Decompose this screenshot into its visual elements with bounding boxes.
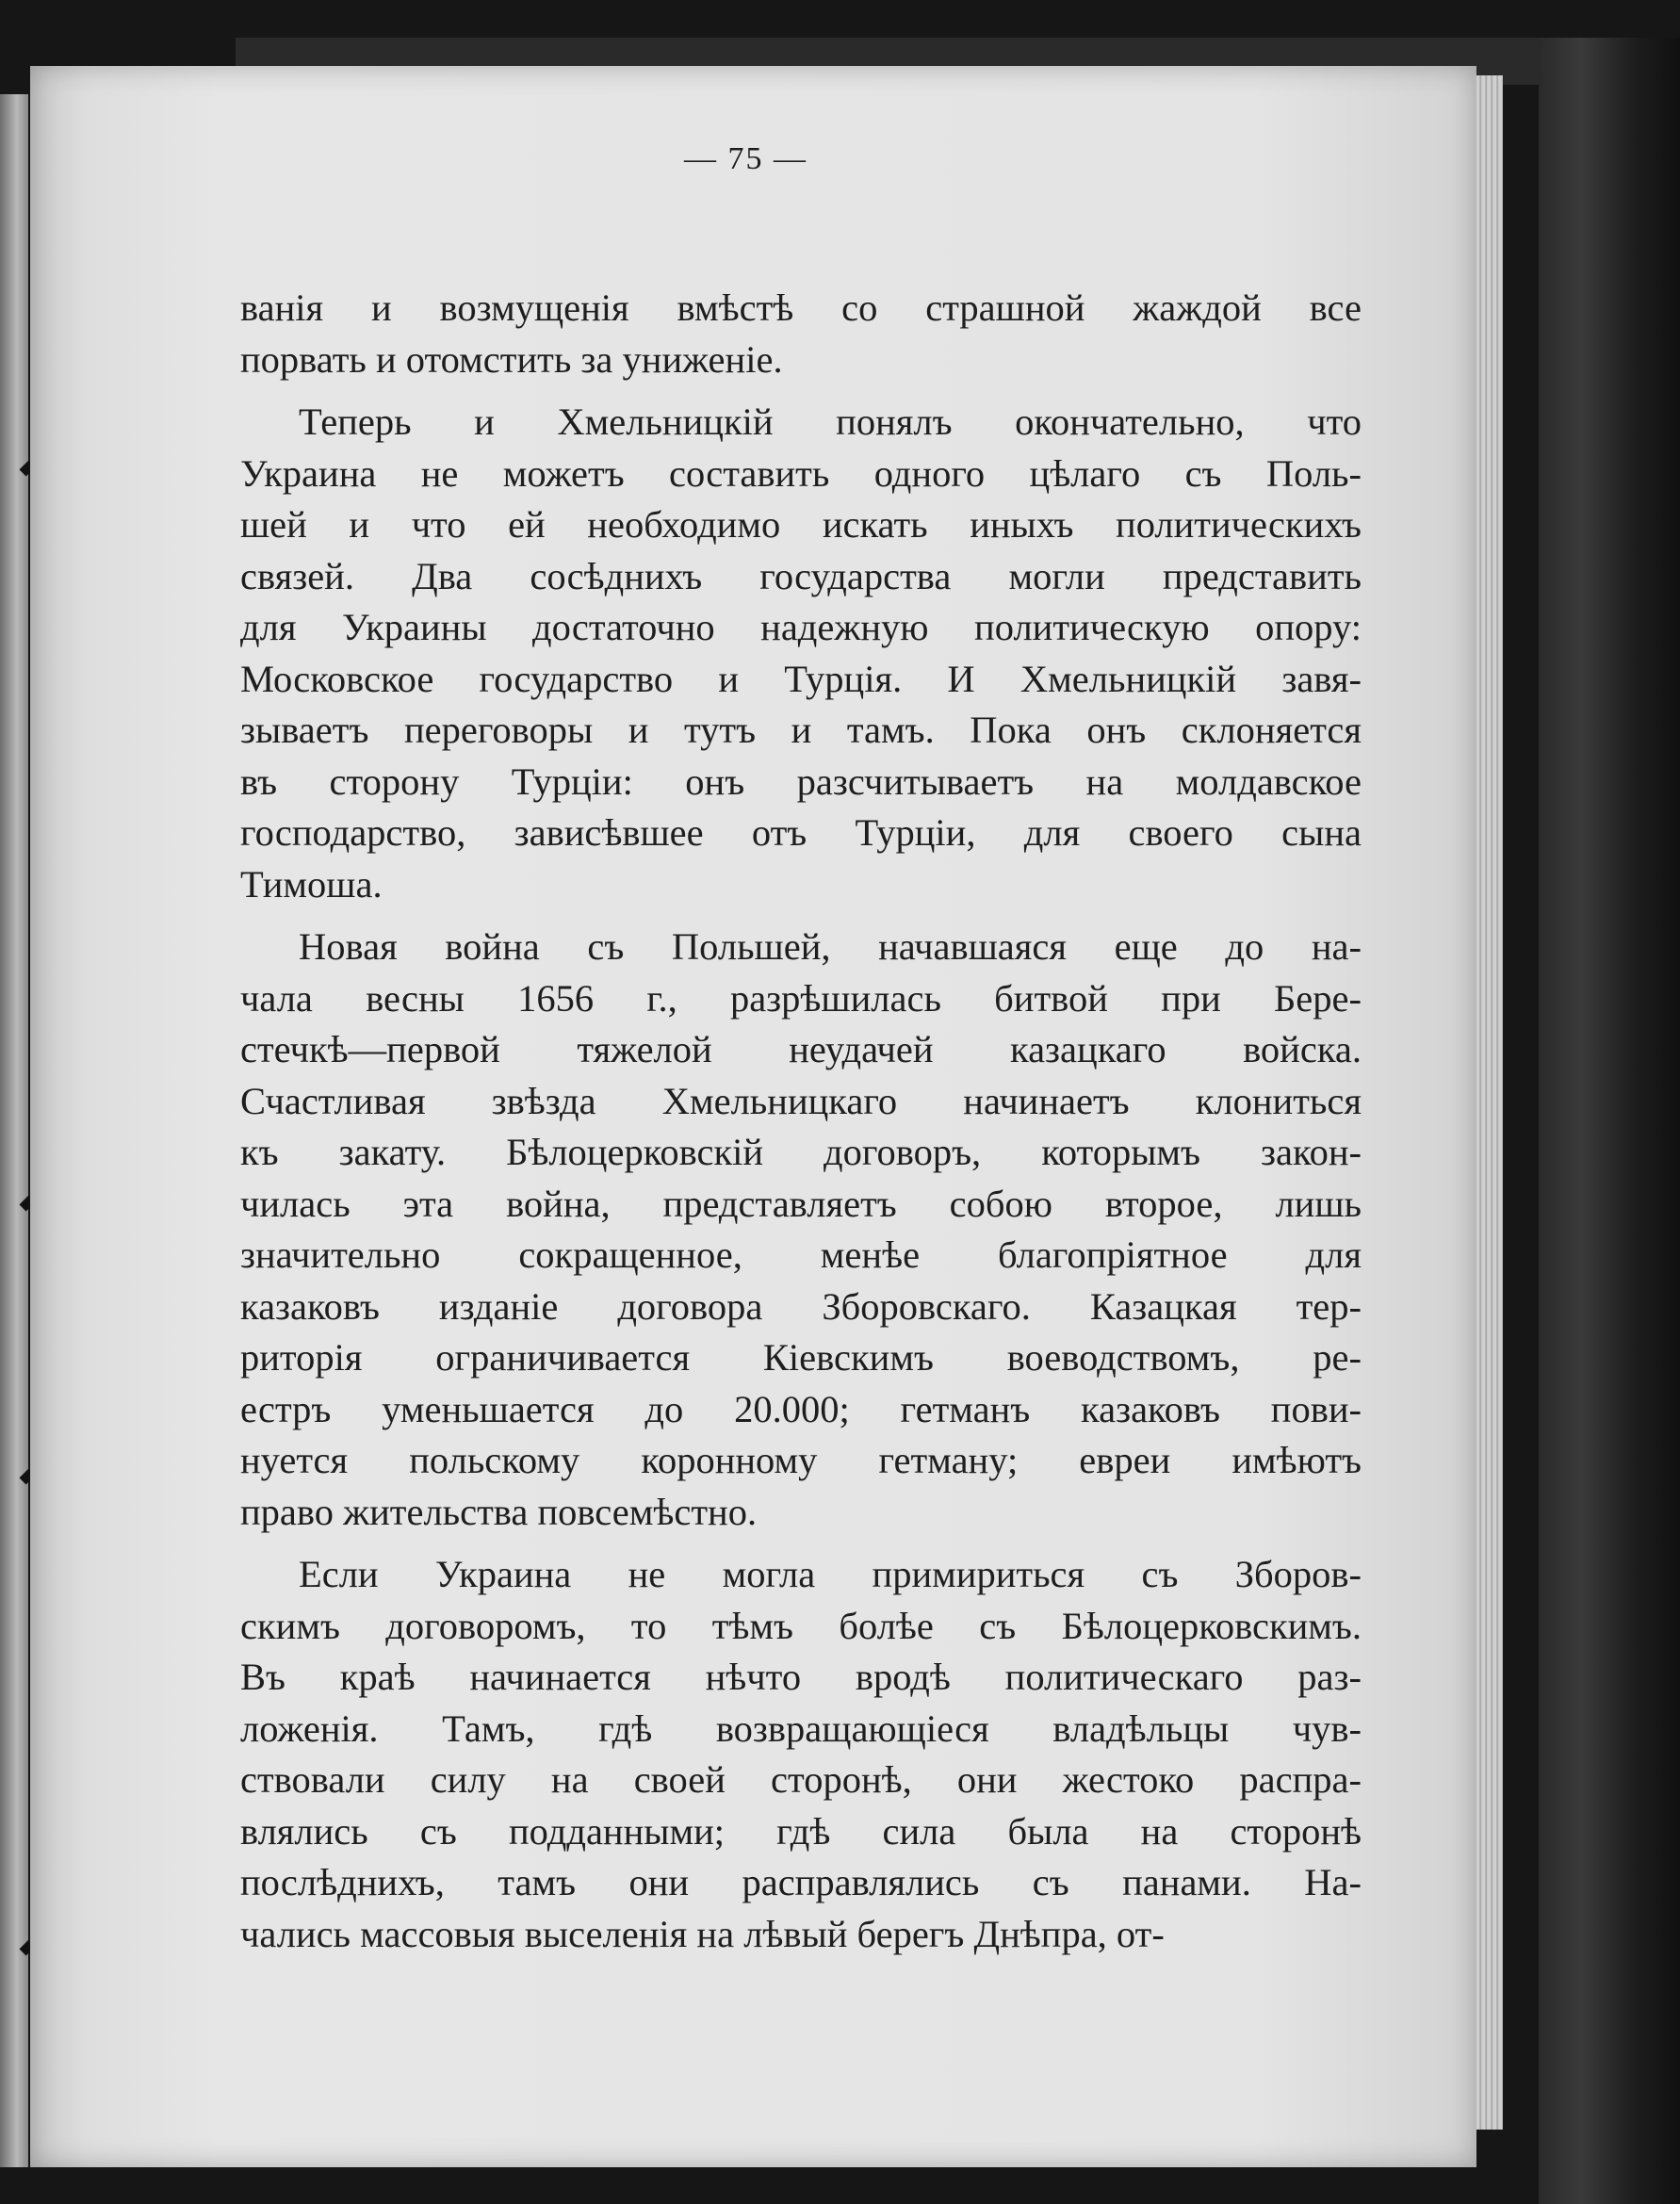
paragraph xyxy=(240,922,1362,1538)
text-line: ствовали силу на своей сторонѣ, они жестоко распра- xyxy=(240,1758,1362,1801)
text-line: къ закату. Бѣлоцерковскій договоръ, которымъ закон- xyxy=(240,1131,1362,1173)
text-line: скимъ договоромъ, то тѣмъ болѣе съ Бѣлоцерковскимъ. xyxy=(240,1604,1362,1647)
text-line: казаковъ изданіе договора Зборовскаго. Казацкая тер- xyxy=(240,1284,1362,1328)
text-line: Въ краѣ начинается нѣчто вродѣ политическаго раз- xyxy=(240,1656,1362,1698)
text-line: чилась эта война, представляетъ собою второе, лишь xyxy=(240,1182,1362,1225)
text-line: Московское государство и Турція. И Хмельницкій завя- xyxy=(240,657,1362,700)
text-line: чала весны 1656 г., разрѣшилась битвой при Бере- xyxy=(240,976,1362,1020)
previous-page-sliver xyxy=(0,94,28,2167)
text-line: ложенія. Тамъ, гдѣ возвращающіеся владѣльцы чув- xyxy=(240,1706,1362,1750)
page-number: — 75 — xyxy=(684,141,807,176)
text-line: въ сторону Турціи: онъ разсчитываетъ на молдавское xyxy=(240,759,1362,803)
text-line: Теперь и Хмельницкій понялъ окончательно, что xyxy=(299,400,1362,443)
text-line: естръ уменьшается до 20.000; гетманъ казаковъ пови- xyxy=(240,1387,1362,1430)
text-line: шей и что ей необходимо искать иныхъ политическихъ xyxy=(240,503,1362,546)
text-line: право жительства повсемѣстно. xyxy=(240,1490,758,1533)
book-cover-right xyxy=(1539,38,1680,2204)
paragraph xyxy=(240,1549,1362,1960)
text-line: зываетъ переговоры и тутъ и тамъ. Пока онъ склоняется xyxy=(240,709,1362,751)
text-line: для Украины достаточно надежную политическую опору: xyxy=(240,606,1362,648)
text-line: порвать и отомстить за униженіе. xyxy=(240,337,783,381)
text-line: послѣднихъ, тамъ они расправлялись съ панами. На- xyxy=(240,1861,1362,1903)
text-line: влялись съ подданными; гдѣ сила была на сторонѣ xyxy=(240,1809,1362,1853)
text-line: Если Украина не могла примириться съ Зборов- xyxy=(299,1553,1362,1595)
body-text xyxy=(240,283,1362,1971)
text-line: Счастливая звѣзда Хмельницкаго начинаетъ клониться xyxy=(240,1079,1362,1122)
text-line: господарство, зависѣвшее отъ Турціи, для своего сына xyxy=(240,811,1362,854)
text-line: нуется польскому коронному гетману; евреи имѣютъ xyxy=(240,1439,1362,1481)
text-line: риторія ограничивается Кіевскимъ воеводствомъ, ре- xyxy=(240,1336,1362,1379)
text-line: значительно сокращенное, менѣе благопріятное для xyxy=(240,1233,1362,1276)
text-line: Тимоша. xyxy=(240,862,383,906)
text-line: Новая война съ Польшей, начавшаяся еще до на- xyxy=(299,925,1362,968)
text-line: ванія и возмущенія вмѣстѣ со страшной жаждой все xyxy=(240,286,1362,329)
text-line: чались массовыя выселенія на лѣвый берегъ Днѣпра, от- xyxy=(240,1912,1165,1955)
paragraph xyxy=(240,397,1362,910)
text-line: стечкѣ—первой тяжелой неудачей казацкаго войска. xyxy=(240,1028,1362,1070)
paragraph xyxy=(240,283,1362,385)
text-line: Украина не можетъ составить одного цѣлаго съ Поль- xyxy=(240,451,1362,495)
text-line: связей. Два сосѣднихъ государства могли представить xyxy=(240,554,1362,597)
